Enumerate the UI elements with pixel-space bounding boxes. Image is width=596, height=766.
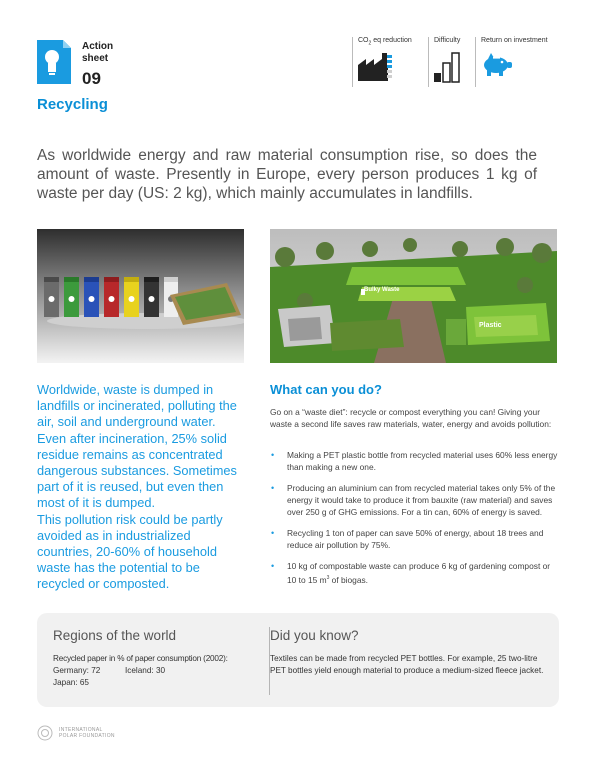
waste-facility-photo — [270, 229, 557, 363]
light-bulb-icon — [37, 40, 71, 84]
bullet-icon: • — [271, 483, 275, 493]
action-label-line2: sheet — [82, 53, 109, 64]
regions-germany: Germany: 72 — [53, 666, 101, 675]
regions-iceland: Iceland: 30 — [125, 666, 166, 675]
return-on-investment-indicator — [475, 37, 565, 87]
action-sheet-number: 09 — [82, 69, 101, 88]
factory-icon — [358, 51, 392, 83]
tip-text: Producing an aluminium can from recycled material takes only 5% of the energy it would take to produce it from bauxite (raw material) and saves over 250 g of GHG emissions. For a tin can, 60% of energy is saved. — [287, 483, 556, 517]
list-item — [270, 482, 560, 518]
regions-subtitle: Recycled paper in % of paper consumption (2002): — [53, 654, 228, 663]
plastic-label: Plastic — [479, 322, 502, 329]
regions-japan: Japan: 65 — [53, 678, 89, 687]
action-label-line1: Action — [82, 41, 114, 52]
recycling-bins-photo — [37, 229, 244, 363]
indicator-divider — [475, 37, 476, 87]
foundation-logo-icon — [37, 725, 53, 741]
what-can-you-do-heading: What can you do? — [270, 382, 382, 397]
list-item — [270, 527, 560, 551]
difficulty-indicator — [428, 37, 475, 87]
foundation-name-line1: INTERNATIONAL — [59, 727, 103, 733]
foundation-name — [59, 727, 115, 739]
blue-paragraph — [37, 382, 244, 593]
page-title: Recycling — [37, 96, 108, 113]
indicator-divider — [352, 37, 353, 87]
action-sheet-label — [82, 41, 113, 65]
bottom-info-panel — [37, 613, 559, 707]
foundation-name-line2: POLAR FOUNDATION — [59, 733, 115, 739]
piggy-bank-icon — [481, 53, 513, 77]
co2-indicator-label: $CO_2$ eq reduction — [358, 37, 412, 47]
co2-reduction-indicator — [352, 37, 428, 87]
blue-paragraph-part1: Worldwide, waste is dumped in landfills or incinerated, polluting the air, soil and underground water. Even after incineration, 25% solid residue remains as concentrated dangerous substances. Sometimes part of it is reused, but even then most of it is dumped. — [37, 382, 237, 511]
lead-paragraph: As worldwide energy and raw material consumption rise, so does the amount of waste. Presently in Europe, every person produces 1 kg of waste per day (US: 2 kg), which mainly accumulates in landfills. — [37, 147, 537, 202]
tip-text: 10 kg of compostable waste can produce 6 kg of gardening compost or 10 to 15 $m^3$ of biogas. — [287, 561, 551, 585]
regions-heading: Regions of the world — [53, 628, 177, 643]
difficulty-label: Difficulty — [434, 37, 461, 44]
list-item — [270, 560, 560, 586]
indicator-divider — [428, 37, 429, 87]
tip-text: Recycling 1 ton of paper can save 50% of energy, about 18 trees and reduce air pollution by 75%. — [287, 528, 544, 550]
bullet-icon: • — [271, 450, 275, 460]
list-item — [270, 449, 560, 473]
blue-paragraph-part2: This pollution risk could be partly avoided as in industrialized countries, 20-60% of household waste has the potential to be recycled or composted. — [37, 511, 223, 592]
bullet-icon: • — [271, 528, 275, 538]
did-you-know-heading: Did you know? — [270, 628, 359, 643]
what-can-you-do-intro: Go on a “waste diet”: recycle or compost everything you can! Giving your waste a second life saves raw materials, water, energy and avoids pollution: — [270, 407, 552, 429]
bulky-waste-label: Bulky Waste — [364, 287, 400, 293]
bullet-icon: • — [271, 561, 275, 571]
did-you-know-text: Textiles can be made from recycled PET bottles. For example, 25 two-litre PET bottles yield enough material to produce a medium-sized fleece jacket. — [270, 654, 544, 675]
tip-text: Making a PET plastic bottle from recycled material uses 60% less energy than making a new one. — [287, 450, 558, 472]
tips-list — [270, 449, 560, 595]
difficulty-bars-icon — [434, 51, 462, 83]
roi-label: Return on investment — [481, 37, 548, 44]
